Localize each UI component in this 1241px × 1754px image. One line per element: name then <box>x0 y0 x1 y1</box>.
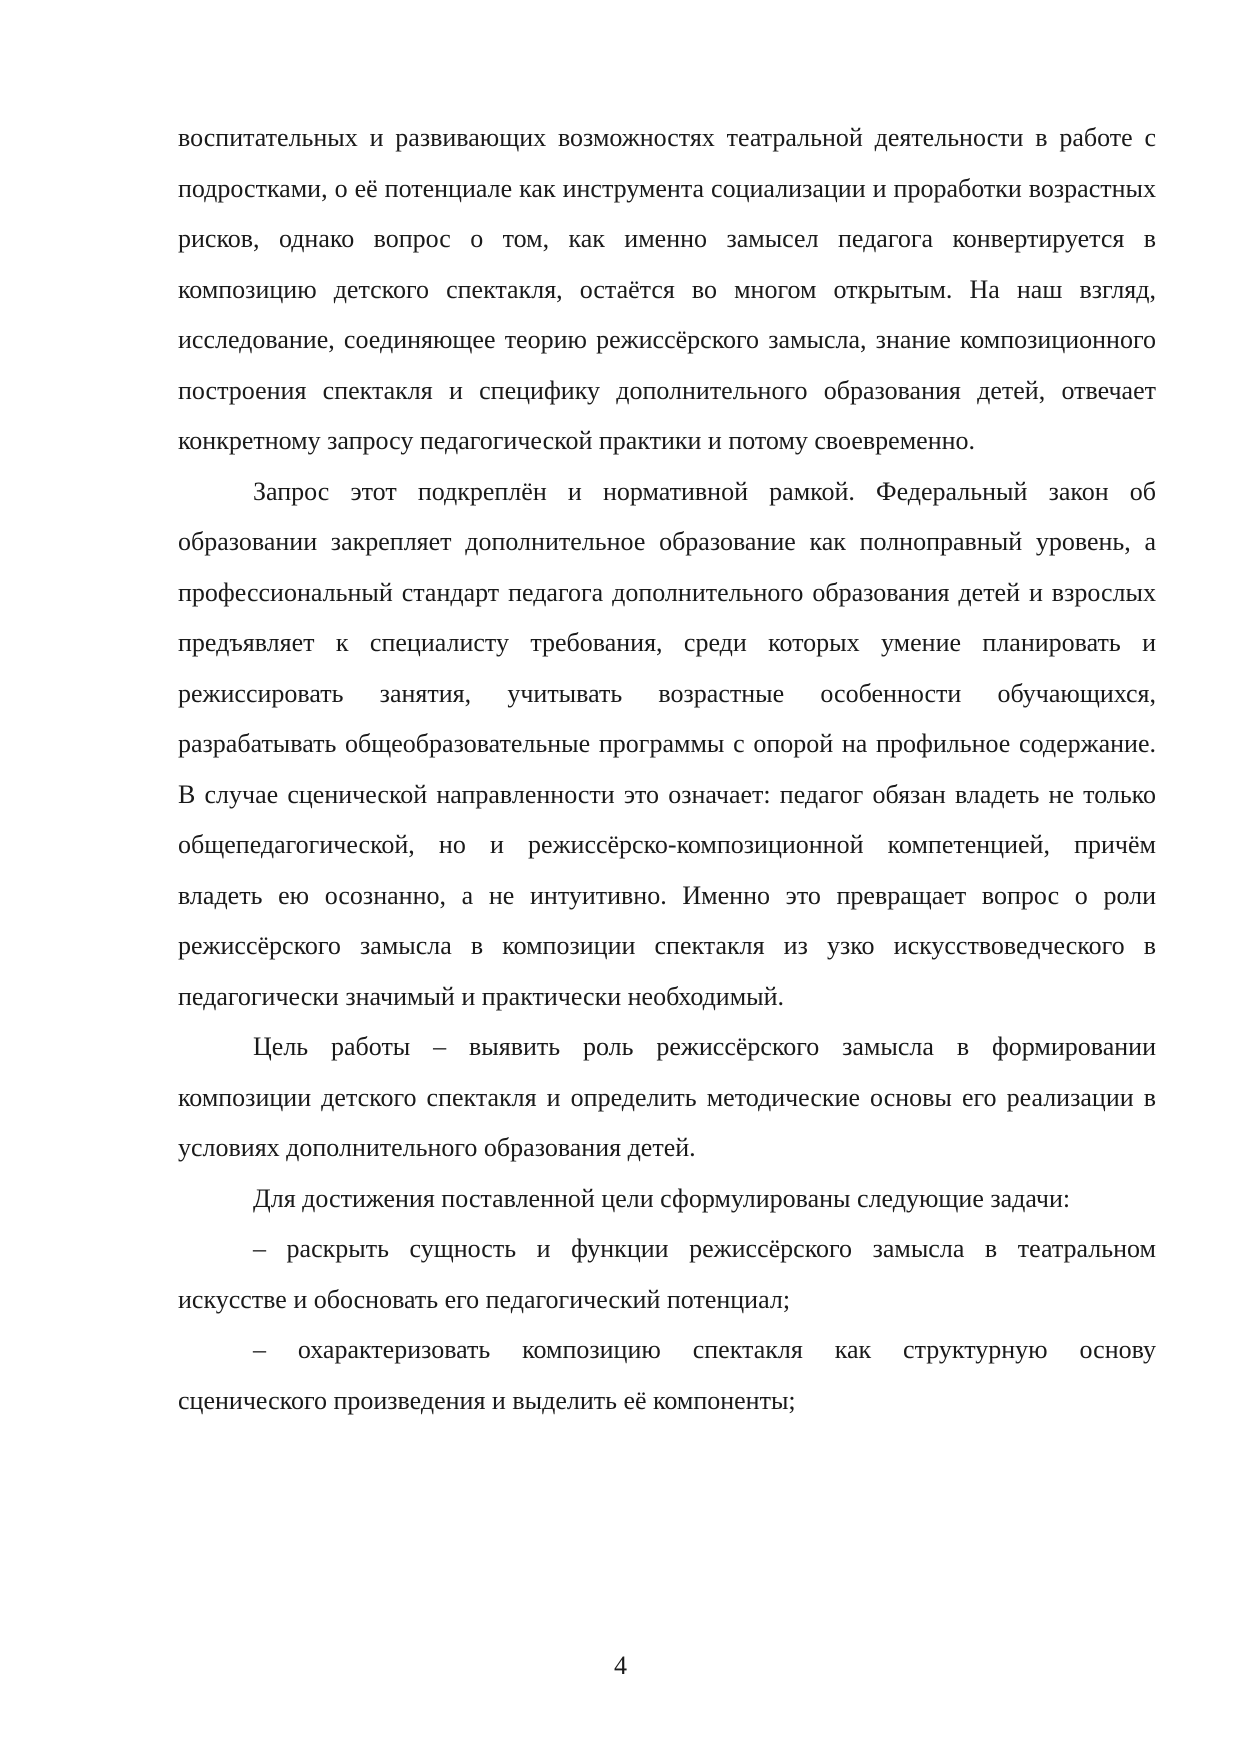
body-text <box>178 113 1156 1426</box>
list-item-task-2: – охарактеризовать композицию спектакля как структурную основу сценического произведения и выделить её компоненты; <box>178 1335 1156 1415</box>
paragraph-continuation: воспитательных и развивающих возможностях театральной деятельности в работе с подростками, о её потенциале как инструмента социализации и проработки возрастных рисков, однако вопрос о том, как именно замысел педагога конвертируется в композицию детского спектакля, остаётся во многом открытым. На наш взгляд, исследование, соединяющее теорию режиссёрского замысла, знание композиционного построения спектакля и специфику дополнительного образования детей, отвечает конкретному запросу педагогической практики и потому своевременно. <box>178 123 1156 455</box>
paragraph-normative-framework: Запрос этот подкреплён и нормативной рамкой. Федеральный закон об образовании закрепляет дополнительное образование как полноправный уровень, а профессиональный стандарт педагога дополнительного образования детей и взрослых предъявляет к специалисту требования, среди которых умение планировать и режиссировать занятия, учитывать возрастные особенности обучающихся, разрабатывать общеобразовательные программы с опорой на профильное содержание. В случае сценической направленности это означает: педагог обязан владеть не только общепедагогической, но и режиссёрско-композиционной компетенцией, причём владеть ею осознанно, а не интуитивно. Именно это превращает вопрос о роли режиссёрского замысла в композиции спектакля из узко искусствоведческого в педагогически значимый и практически необходимый. <box>178 476 1156 1011</box>
list-item-task-1: – раскрыть сущность и функции режиссёрского замысла в театральном искусстве и обосновать его педагогический потенциал; <box>178 1234 1156 1314</box>
paragraph-research-goal: Цель работы – выявить роль режиссёрского замысла в формировании композиции детского спектакля и определить методические основы его реализации в условиях дополнительного образования детей. <box>178 1032 1156 1162</box>
paragraph-tasks-intro: Для достижения поставленной цели сформулированы следующие задачи: <box>253 1183 1071 1213</box>
page-number: 4 <box>614 1651 627 1680</box>
